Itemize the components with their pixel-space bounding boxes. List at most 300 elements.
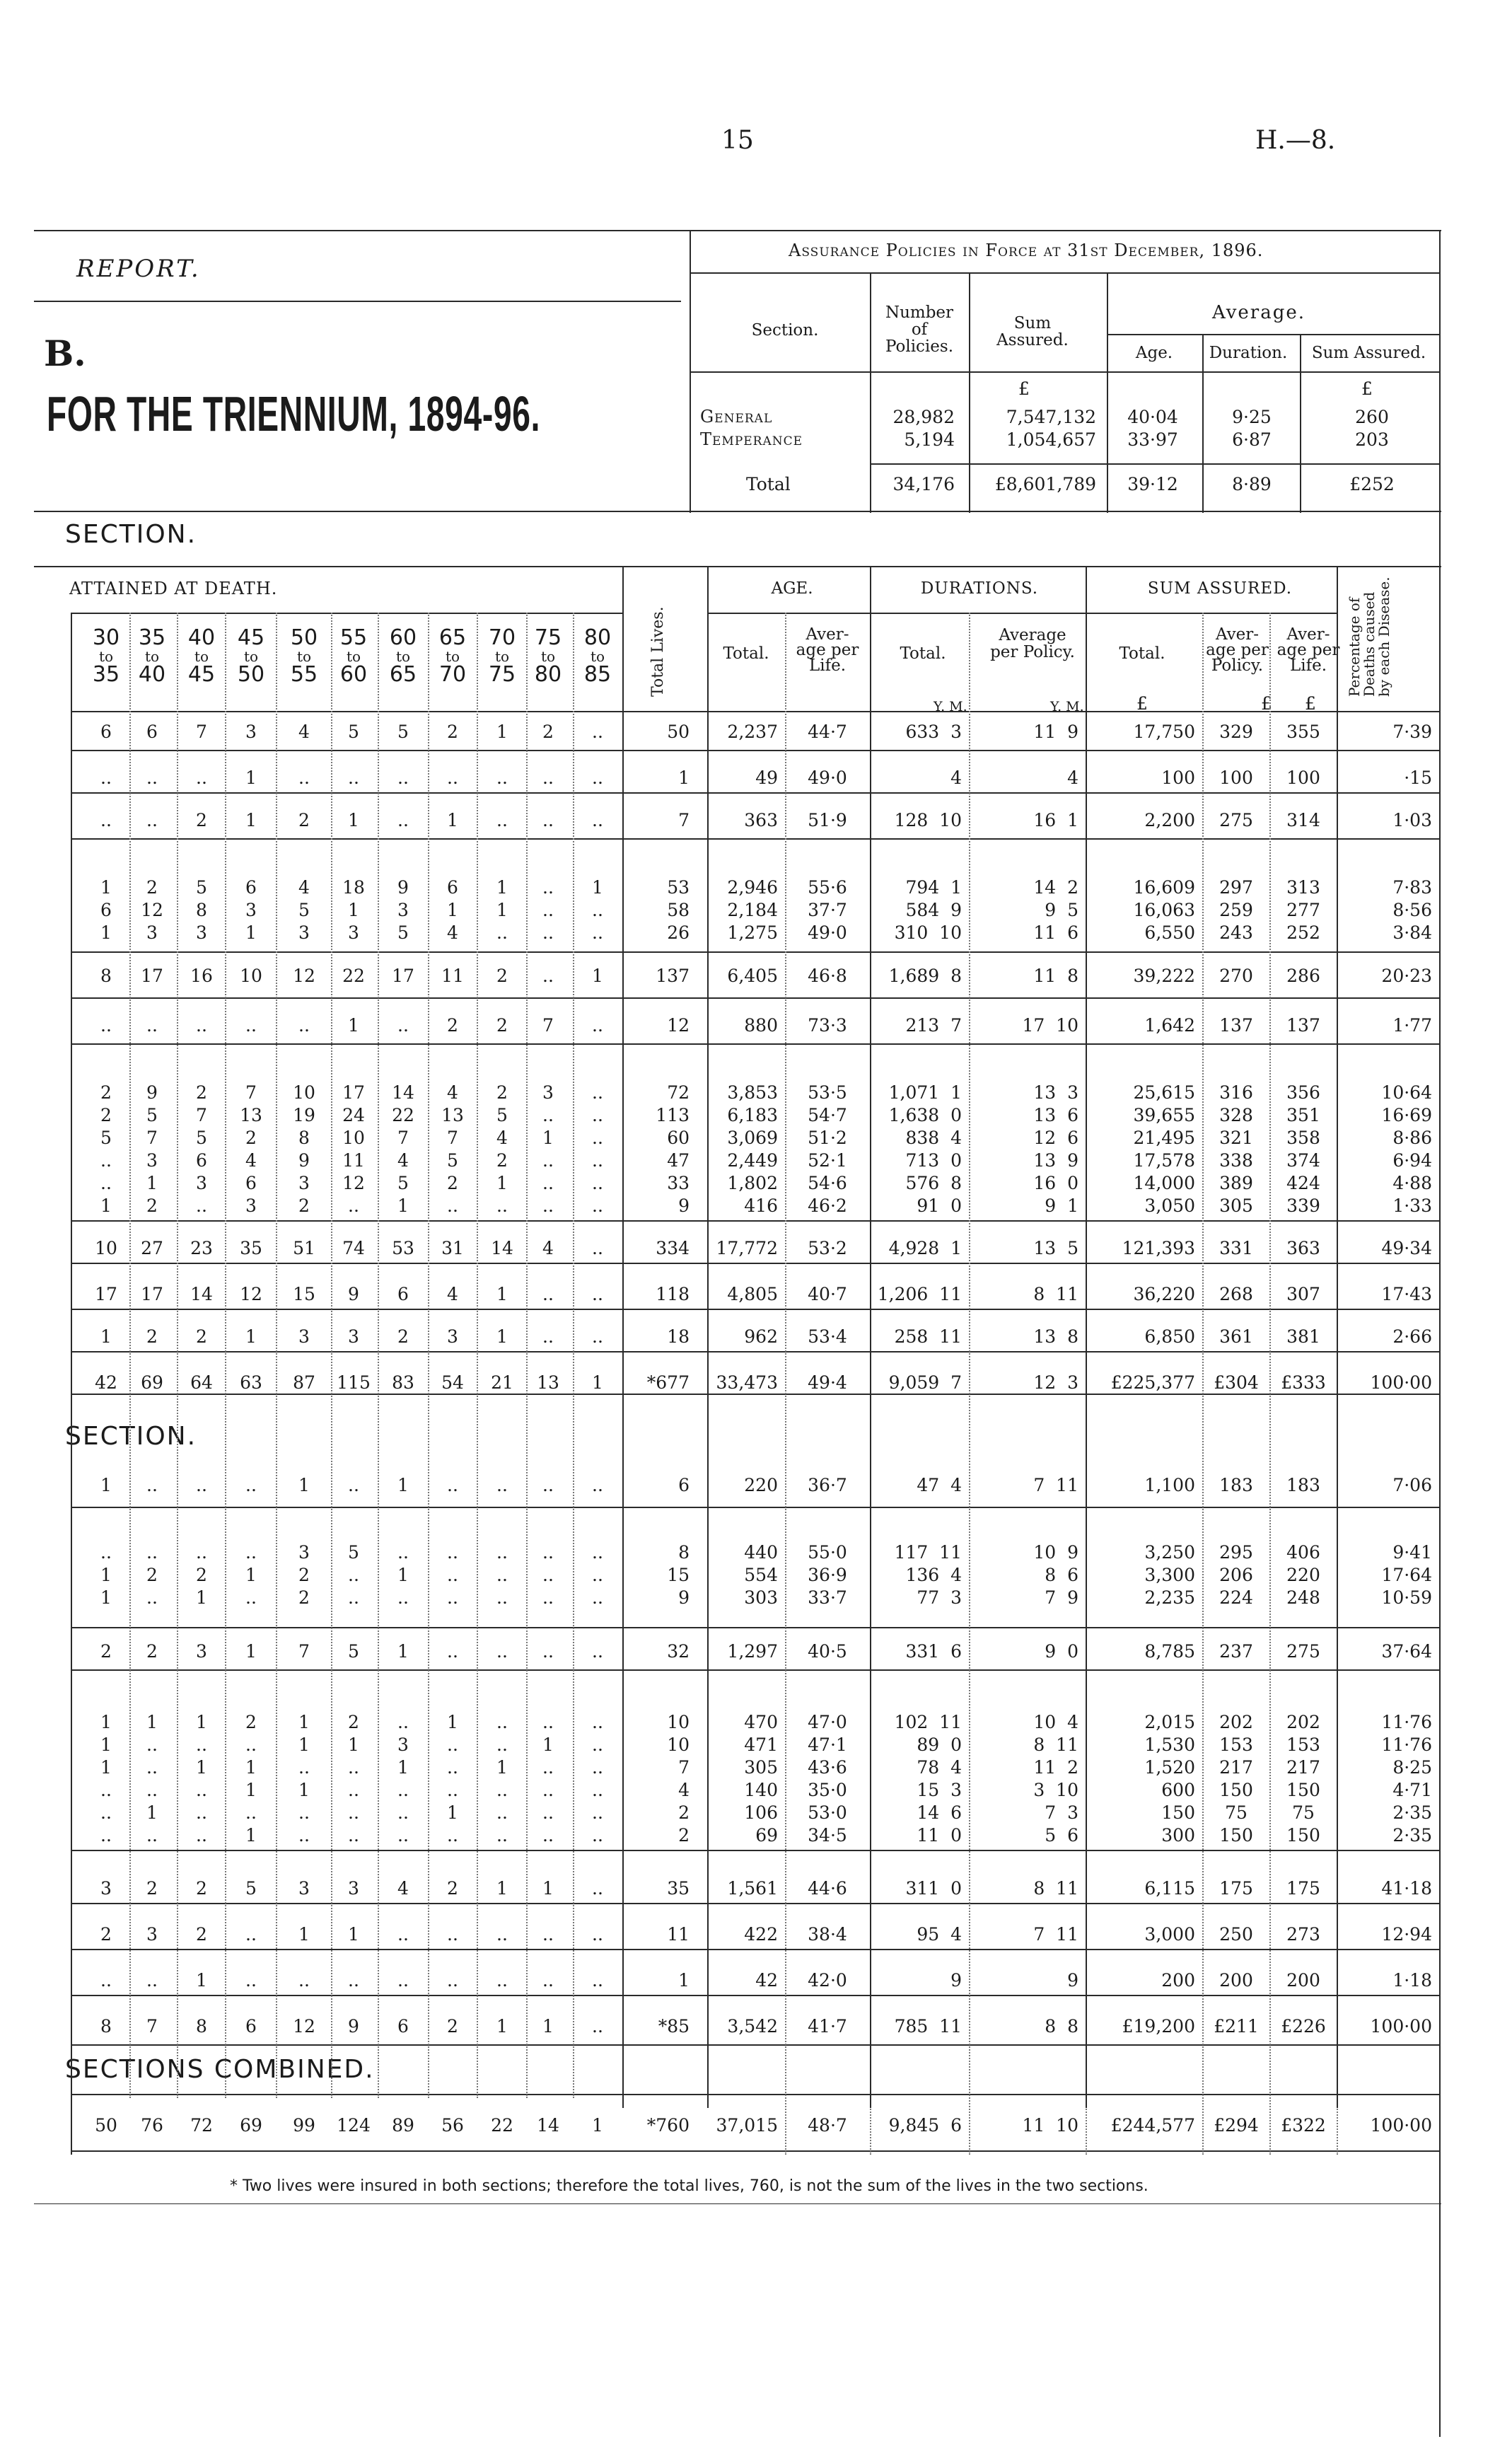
percentage-cell: 17·43: [1381, 1284, 1432, 1304]
sum-avg-life-cell: 313: [1286, 877, 1320, 898]
age-count-cell: ..: [196, 1825, 207, 1846]
sum-avg-life-cell: 314: [1286, 810, 1320, 830]
sum-avg-policy-cell: 259: [1219, 900, 1253, 920]
dur-avg-cell: 11 8: [1033, 966, 1078, 986]
sum-avg-policy-cell: 250: [1219, 1924, 1253, 1945]
age-count-cell: ..: [100, 1173, 112, 1193]
assurance-row-name: General: [700, 407, 773, 427]
dur-total-cell: 78 4: [917, 1757, 962, 1778]
age-count-cell: 2: [298, 810, 310, 830]
age-group-to: to: [346, 648, 361, 665]
percentage-header: Percentage of Deaths caused by each Disease.: [1346, 577, 1392, 697]
sum-total-header: Total.: [1119, 644, 1165, 663]
age-avg-cell: 46·8: [808, 966, 847, 986]
age-avg-cell: 54·7: [808, 1105, 847, 1125]
age-count-cell: 1: [196, 1757, 207, 1778]
dur-total-cell: 838 4: [905, 1128, 962, 1148]
age-count-cell: ..: [348, 1757, 359, 1778]
sum-total-cell: 2,015: [1144, 1712, 1195, 1732]
sum-total-cell: 3,000: [1144, 1924, 1195, 1945]
age-group-from: 70: [488, 625, 516, 650]
percentage-cell: 100·00: [1370, 1372, 1432, 1393]
sum-total-cell: 8,785: [1144, 1641, 1195, 1662]
age-count-cell: 9: [298, 1150, 310, 1171]
sum-avg-life-cell: 217: [1286, 1757, 1320, 1778]
dur-avg-cell: 16 0: [1033, 1173, 1078, 1193]
age-count-cell: 2: [245, 1712, 257, 1732]
age-count-cell: 1: [496, 1284, 508, 1304]
age-group-until: 40: [138, 662, 166, 687]
age-count-cell: ..: [542, 1641, 554, 1662]
age-count-cell: ..: [298, 1970, 310, 1991]
sum-total-cell: 3,300: [1144, 1565, 1195, 1585]
sum-total-cell: £19,200: [1122, 2016, 1195, 2037]
age-count-cell: 1: [196, 1970, 207, 1991]
sum-avg-life-cell: 75: [1292, 1802, 1315, 1823]
assurance-total-duration: 8·89: [1232, 474, 1272, 494]
age-count-cell: ..: [496, 1641, 508, 1662]
age-count-cell: 1: [542, 1878, 554, 1899]
age-count-cell: ..: [298, 1757, 310, 1778]
footnote: * Two lives were insured in both sections; therefore the total lives, 760, is not the sum of the lives in the two sections.: [230, 2177, 1148, 2195]
age-total-cell: 303: [744, 1587, 778, 1608]
age-count-cell: 16: [190, 966, 213, 986]
age-total-cell: 17,772: [716, 1238, 778, 1258]
age-count-cell: 1: [245, 1565, 257, 1585]
age-group-from: 40: [187, 625, 216, 650]
age-count-cell: ..: [245, 1970, 257, 1991]
sum-total-cell: 21,495: [1133, 1128, 1195, 1148]
age-count-cell: 1: [245, 810, 257, 830]
age-count-cell: 99: [293, 2115, 315, 2136]
age-count-cell: ..: [592, 1712, 603, 1732]
age-count-cell: 14: [491, 1238, 513, 1258]
total-lives-header: Total Lives.: [649, 606, 667, 697]
age-count-cell: 3: [542, 1082, 554, 1103]
age-total-cell: 1,297: [727, 1641, 778, 1662]
sum-avg-life-cell: 374: [1286, 1150, 1320, 1171]
sum-avg-life-cell: 363: [1286, 1238, 1320, 1258]
age-count-cell: 64: [190, 1372, 213, 1393]
age-count-cell: 56: [441, 2115, 464, 2136]
age-count-cell: 1: [496, 2016, 508, 2037]
age-count-cell: ..: [496, 1825, 508, 1846]
sum-avg-policy-cell: 200: [1219, 1970, 1253, 1991]
age-count-cell: ..: [592, 1825, 603, 1846]
age-count-cell: 2: [196, 1565, 207, 1585]
age-count-cell: 2: [196, 1878, 207, 1899]
age-count-cell: 2: [196, 1082, 207, 1103]
dur-total-cell: 576 8: [905, 1173, 962, 1193]
total-lives-cell: *760: [646, 2115, 690, 2136]
age-avg-cell: 49·4: [808, 1372, 847, 1393]
age-count-cell: 1: [397, 1565, 409, 1585]
age-count-cell: 1: [447, 1802, 458, 1823]
dur-total-cell: 91 0: [917, 1195, 962, 1216]
dur-avg-cell: 3 10: [1033, 1780, 1078, 1800]
age-count-cell: ..: [542, 1780, 554, 1800]
age-count-cell: 8: [100, 966, 112, 986]
age-count-cell: 3: [196, 1173, 207, 1193]
age-count-cell: ..: [542, 1757, 554, 1778]
age-count-cell: 5: [245, 1878, 257, 1899]
age-count-cell: ..: [298, 1825, 310, 1846]
age-total-cell: 49: [755, 768, 778, 788]
assurance-caption: Assurance Policies in Force at 31st December, 1896.: [789, 241, 1264, 260]
age-count-cell: ..: [397, 810, 409, 830]
age-count-cell: 54: [441, 1372, 464, 1393]
dur-total-cell: 1,689 8: [888, 966, 962, 986]
dur-total-cell: 4,928 1: [888, 1238, 962, 1258]
assurance-total-age: 39·12: [1127, 474, 1178, 494]
age-avg-cell: 55·0: [808, 1542, 847, 1563]
age-count-cell: 24: [342, 1105, 365, 1125]
total-lives-cell: 12: [667, 1015, 690, 1036]
sum-total-pound: £: [1136, 693, 1148, 714]
age-count-cell: ..: [542, 1712, 554, 1732]
percentage-cell: 2·66: [1392, 1326, 1432, 1347]
sum-avg-policy-cell: 275: [1219, 810, 1253, 830]
total-lives-cell: 53: [667, 877, 690, 898]
age-count-cell: 5: [298, 900, 310, 920]
age-count-cell: 2: [146, 1326, 158, 1347]
age-group-to: to: [445, 648, 460, 665]
age-group-from: 50: [290, 625, 318, 650]
age-count-cell: ..: [542, 768, 554, 788]
age-count-cell: 3: [146, 922, 158, 943]
dur-avg-cell: 14 2: [1033, 877, 1078, 898]
dur-total-cell: 1,638 0: [888, 1105, 962, 1125]
age-count-cell: ..: [542, 900, 554, 920]
assurance-number-header: Number of Policies.: [885, 303, 954, 356]
age-count-cell: 3: [298, 1878, 310, 1899]
sum-total-cell: 1,100: [1144, 1475, 1195, 1495]
age-count-cell: 53: [392, 1238, 414, 1258]
age-avg-cell: 41·7: [808, 2016, 847, 2037]
age-group-to: to: [540, 648, 556, 665]
assurance-row-policies: 5,194: [904, 429, 955, 450]
age-count-cell: ..: [196, 1015, 207, 1036]
age-count-cell: 4: [245, 1150, 257, 1171]
age-count-cell: ..: [397, 1780, 409, 1800]
age-count-cell: 17: [141, 966, 163, 986]
age-count-cell: 10: [342, 1128, 365, 1148]
age-count-cell: 1: [245, 1825, 257, 1846]
age-count-cell: 6: [196, 1150, 207, 1171]
age-count-cell: ..: [146, 1825, 158, 1846]
age-count-cell: 6: [397, 2016, 409, 2037]
sum-avg-life-cell: 137: [1286, 1015, 1320, 1036]
age-count-cell: ..: [100, 810, 112, 830]
age-count-cell: ..: [397, 1970, 409, 1991]
percentage-cell: 37·64: [1381, 1641, 1432, 1662]
age-count-cell: 1: [397, 1641, 409, 1662]
age-total-cell: 440: [744, 1542, 778, 1563]
age-count-cell: 2: [146, 1878, 158, 1899]
age-count-cell: 12: [240, 1284, 262, 1304]
age-total-cell: 106: [744, 1802, 778, 1823]
age-count-cell: 4: [542, 1238, 554, 1258]
age-count-cell: 2: [496, 1082, 508, 1103]
sum-avg-policy-cell: 217: [1219, 1757, 1253, 1778]
age-count-cell: 2: [447, 1173, 458, 1193]
age-count-cell: ..: [542, 1802, 554, 1823]
age-count-cell: 3: [196, 1641, 207, 1662]
age-count-cell: 12: [141, 900, 163, 920]
age-count-cell: ..: [592, 1284, 603, 1304]
age-count-cell: 1: [245, 922, 257, 943]
age-group-to: to: [494, 648, 510, 665]
age-count-cell: ..: [397, 1802, 409, 1823]
age-count-cell: ..: [542, 1565, 554, 1585]
age-count-cell: 1: [146, 1173, 158, 1193]
age-avg-cell: 47·1: [808, 1734, 847, 1755]
age-count-cell: 1: [542, 2016, 554, 2037]
age-group-from: 35: [138, 625, 166, 650]
age-count-cell: 1: [245, 1641, 257, 1662]
dur-avg-cell: 11 2: [1033, 1757, 1078, 1778]
total-lives-cell: 26: [667, 922, 690, 943]
age-count-cell: 1: [100, 922, 112, 943]
age-count-cell: 1: [298, 1712, 310, 1732]
age-group-until: 80: [534, 662, 562, 687]
total-lives-cell: 35: [667, 1878, 690, 1899]
age-count-cell: 2: [496, 966, 508, 986]
age-count-cell: 2: [146, 1641, 158, 1662]
age-count-cell: ..: [397, 1924, 409, 1945]
age-count-cell: 5: [146, 1105, 158, 1125]
dur-total-cell: 258 11: [894, 1326, 962, 1347]
dur-avg-cell: 11 6: [1033, 922, 1078, 943]
dur-total-cell: 213 7: [905, 1015, 962, 1036]
age-count-cell: 14: [392, 1082, 414, 1103]
percentage-cell: 6·94: [1392, 1150, 1432, 1171]
age-count-cell: 1: [146, 1802, 158, 1823]
age-count-cell: ..: [592, 1475, 603, 1495]
total-lives-cell: 60: [667, 1128, 690, 1148]
dur-avg-cell: 5 6: [1045, 1825, 1078, 1846]
age-count-cell: 63: [240, 1372, 262, 1393]
age-group-to: to: [395, 648, 411, 665]
age-count-cell: 83: [392, 1372, 414, 1393]
assurance-row-duration: 9·25: [1232, 407, 1272, 427]
sum-total-cell: 121,393: [1122, 1238, 1195, 1258]
percentage-cell: 10·64: [1381, 1082, 1432, 1103]
sum-avg-life-cell: 153: [1286, 1734, 1320, 1755]
percentage-cell: 100·00: [1370, 2115, 1432, 2136]
dur-total-cell: 128 10: [894, 810, 962, 830]
assurance-section-header: Section.: [751, 321, 819, 340]
age-count-cell: 5: [348, 1641, 359, 1662]
age-count-cell: ..: [542, 1284, 554, 1304]
total-lives-cell: 10: [667, 1712, 690, 1732]
percentage-cell: 8·56: [1392, 900, 1432, 920]
assurance-row-name: Temperance: [700, 429, 803, 449]
sum-avg-policy-cell: 268: [1219, 1284, 1253, 1304]
age-count-cell: 2: [100, 1105, 112, 1125]
age-count-cell: 7: [447, 1128, 458, 1148]
sum-avg-policy-cell: 329: [1219, 722, 1253, 742]
age-total-cell: 471: [744, 1734, 778, 1755]
age-count-cell: ..: [496, 1587, 508, 1608]
age-count-cell: 50: [95, 2115, 117, 2136]
age-total-cell: 1,561: [727, 1878, 778, 1899]
sum-total-cell: 6,850: [1144, 1326, 1195, 1347]
age-avg-cell: 49·0: [808, 768, 847, 788]
assurance-age-header: Age.: [1135, 344, 1173, 362]
age-avg-cell: 51·2: [808, 1128, 847, 1148]
age-total-cell: 470: [744, 1712, 778, 1732]
age-count-cell: 5: [348, 722, 359, 742]
age-avg-cell: 51·9: [808, 810, 847, 830]
age-count-cell: ..: [100, 1802, 112, 1823]
age-total-cell: 363: [744, 810, 778, 830]
age-group-from: 80: [583, 625, 612, 650]
age-count-cell: 2: [146, 877, 158, 898]
age-avg-cell: 33·7: [808, 1587, 847, 1608]
age-count-cell: ..: [542, 1195, 554, 1216]
age-count-cell: 89: [392, 2115, 414, 2136]
sum-avg-policy-cell: 206: [1219, 1565, 1253, 1585]
sum-avg-life-cell: 273: [1286, 1924, 1320, 1945]
age-count-cell: ..: [592, 1780, 603, 1800]
dur-total-cell: 633 3: [905, 722, 962, 742]
assurance-row-sum: 7,547,132: [1006, 407, 1096, 427]
age-count-cell: 1: [496, 900, 508, 920]
age-total-cell: 6,183: [727, 1105, 778, 1125]
percentage-cell: 4·88: [1392, 1173, 1432, 1193]
age-count-cell: 2: [447, 1878, 458, 1899]
assurance-row-policies: 28,982: [892, 407, 955, 427]
dur-total-cell: 331 6: [905, 1641, 962, 1662]
age-group-from: 45: [237, 625, 265, 650]
age-count-cell: ..: [592, 900, 603, 920]
age-count-cell: 3: [146, 1924, 158, 1945]
age-count-cell: 1: [196, 1712, 207, 1732]
percentage-cell: 17·64: [1381, 1565, 1432, 1585]
sum-total-cell: 600: [1161, 1780, 1195, 1800]
age-count-cell: 3: [397, 1734, 409, 1755]
age-count-cell: 5: [397, 1173, 409, 1193]
dur-total-ym: Y. M.: [934, 699, 967, 714]
age-total-cell: 3,542: [727, 2016, 778, 2037]
age-count-cell: 8: [196, 900, 207, 920]
age-count-cell: ..: [592, 2016, 603, 2037]
age-count-cell: ..: [245, 1802, 257, 1823]
age-count-cell: 5: [397, 922, 409, 943]
age-count-cell: ..: [146, 1780, 158, 1800]
total-lives-cell: 15: [667, 1565, 690, 1585]
age-count-cell: ..: [348, 1780, 359, 1800]
percentage-cell: 2·35: [1392, 1825, 1432, 1846]
dur-avg-cell: 11 9: [1033, 722, 1078, 742]
age-count-cell: ..: [592, 1565, 603, 1585]
age-count-cell: 1: [348, 1924, 359, 1945]
age-count-cell: 1: [397, 1475, 409, 1495]
percentage-cell: 8·86: [1392, 1128, 1432, 1148]
age-count-cell: ..: [100, 1780, 112, 1800]
age-count-cell: ..: [397, 1825, 409, 1846]
age-count-cell: 1: [298, 1734, 310, 1755]
age-avg-cell: 46·2: [808, 1195, 847, 1216]
dur-avg-cell: 9 5: [1045, 900, 1078, 920]
age-count-cell: ..: [397, 1587, 409, 1608]
dur-avg-cell: 8 8: [1045, 2016, 1078, 2037]
age-count-cell: ..: [496, 810, 508, 830]
sum-avg-policy-cell: 150: [1219, 1825, 1253, 1846]
section-heading-2: SECTION.: [65, 1422, 197, 1451]
age-avg-cell: 49·0: [808, 922, 847, 943]
sum-avg-life-cell: 356: [1286, 1082, 1320, 1103]
age-count-cell: ..: [447, 1734, 458, 1755]
age-count-cell: ..: [100, 1150, 112, 1171]
age-group-until: 60: [339, 662, 368, 687]
percentage-cell: 11·76: [1381, 1712, 1432, 1732]
total-lives-cell: 32: [667, 1641, 690, 1662]
dur-total-cell: 15 3: [917, 1780, 962, 1800]
age-count-cell: ..: [447, 1780, 458, 1800]
age-total-cell: 2,184: [727, 900, 778, 920]
sum-avg-policy-cell: 175: [1219, 1878, 1253, 1899]
age-count-cell: ..: [348, 1587, 359, 1608]
age-count-cell: ..: [447, 1757, 458, 1778]
age-count-cell: 1: [592, 877, 603, 898]
age-count-cell: 6: [447, 877, 458, 898]
age-group-until: 70: [438, 662, 467, 687]
age-count-cell: ..: [592, 1542, 603, 1563]
total-lives-cell: 4: [678, 1780, 690, 1800]
dur-total-cell: 117 11: [894, 1542, 962, 1563]
age-count-cell: ..: [298, 1802, 310, 1823]
sum-avg-policy-cell: 305: [1219, 1195, 1253, 1216]
sum-avg-life-cell: 424: [1286, 1173, 1320, 1193]
age-count-cell: ..: [196, 1734, 207, 1755]
sum-avg-policy-cell: 224: [1219, 1587, 1253, 1608]
dur-total-cell: 9,059 7: [888, 1372, 962, 1393]
age-count-cell: ..: [496, 1734, 508, 1755]
sum-total-cell: £225,377: [1110, 1372, 1195, 1393]
sum-avg-policy-cell: 361: [1219, 1326, 1253, 1347]
age-count-cell: 15: [293, 1284, 315, 1304]
sum-total-cell: 16,609: [1133, 877, 1195, 898]
age-count-cell: 2: [298, 1565, 310, 1585]
age-count-cell: 2: [146, 1565, 158, 1585]
age-avg-cell: 42·0: [808, 1970, 847, 1991]
sum-avg-policy-cell: £304: [1214, 1372, 1259, 1393]
assurance-total-policies: 34,176: [892, 474, 955, 494]
assurance-total-avg-sum: £252: [1349, 474, 1395, 494]
dur-avg-cell: 7 11: [1033, 1924, 1078, 1945]
age-count-cell: 3: [397, 900, 409, 920]
age-count-cell: 3: [447, 1326, 458, 1347]
age-count-cell: 1: [245, 1326, 257, 1347]
age-count-cell: 3: [146, 1150, 158, 1171]
age-count-cell: 2: [245, 1128, 257, 1148]
sum-avg-policy-cell: £294: [1214, 2115, 1259, 2136]
sum-avg-policy-cell: 237: [1219, 1641, 1253, 1662]
age-count-cell: 1: [100, 1587, 112, 1608]
age-avg-cell: 73·3: [808, 1015, 847, 1036]
report-title: FOR THE TRIENNIUM, 1894-96.: [47, 386, 541, 441]
total-lives-cell: 1: [678, 1970, 690, 1991]
age-count-cell: ..: [196, 1195, 207, 1216]
age-count-cell: 6: [245, 2016, 257, 2037]
dur-avg-cell: 16 1: [1033, 810, 1078, 830]
age-count-cell: 1: [100, 1734, 112, 1755]
sum-avg-policy-cell: 338: [1219, 1150, 1253, 1171]
age-count-cell: 1: [496, 1757, 508, 1778]
age-count-cell: 4: [397, 1150, 409, 1171]
